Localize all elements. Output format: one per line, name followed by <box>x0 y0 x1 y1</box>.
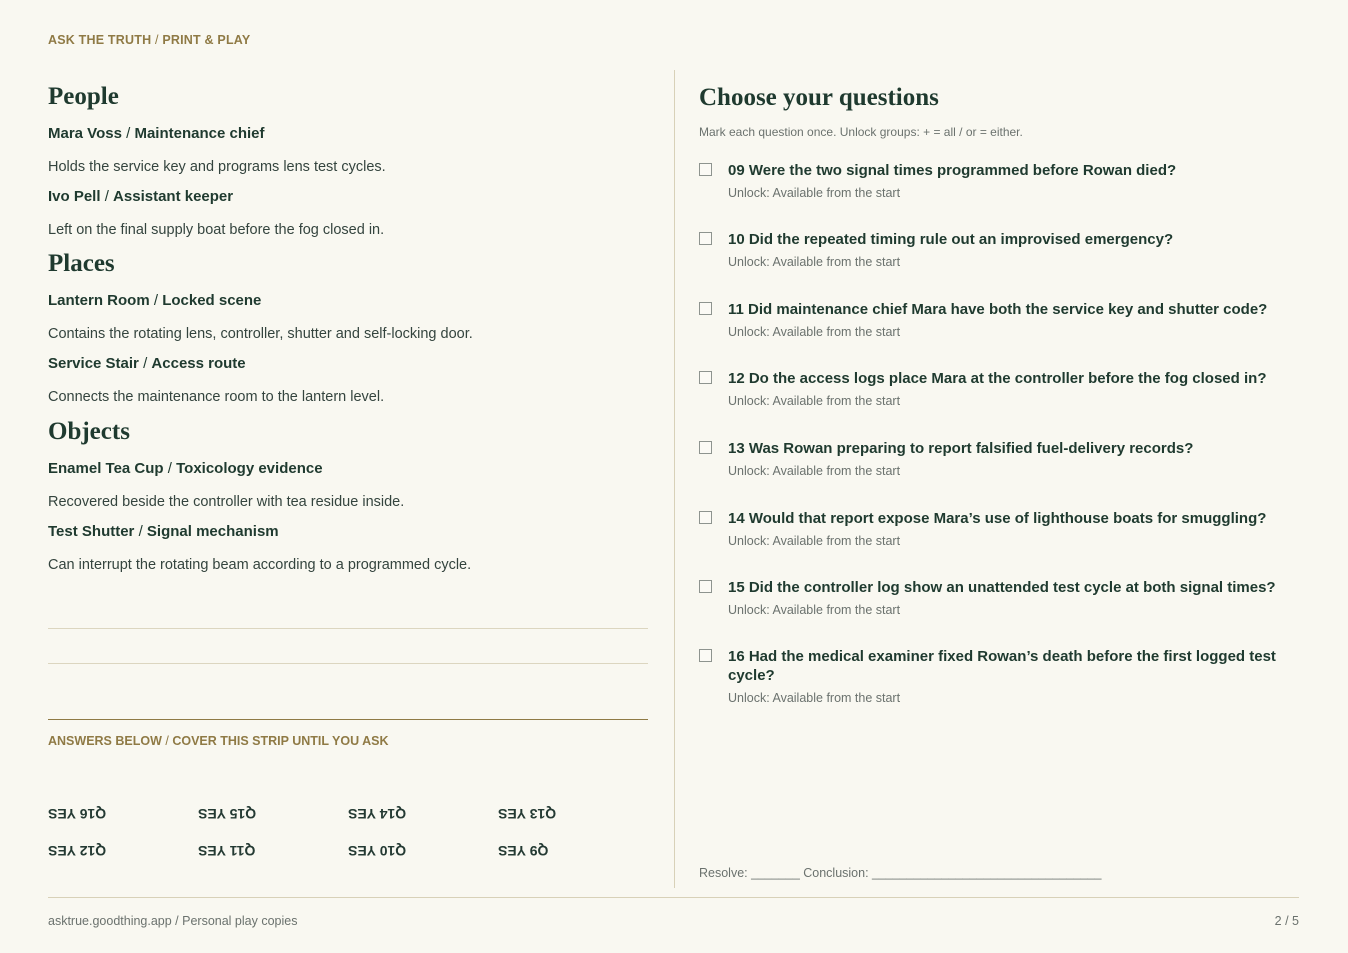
answer-q11: Q11 YES <box>198 843 256 859</box>
questions-column <box>699 83 1299 706</box>
entry-slash: / <box>163 460 177 477</box>
footer-source: asktrue.goodthing.app / Personal play copies <box>48 914 298 928</box>
question-text: 09 Were the two signal times programmed before Rowan died? <box>728 162 1177 179</box>
question-text: 12 Do the access logs place Mara at the controller before the fog closed in? <box>728 370 1267 387</box>
question-unlock: Unlock: Available from the start <box>728 255 901 269</box>
question-checkbox[interactable] <box>699 511 712 524</box>
entry-description: Recovered beside the controller with tea residue inside. <box>48 494 405 510</box>
entry-name: Ivo Pell <box>48 188 101 205</box>
question-checkbox[interactable] <box>699 580 712 593</box>
entry-description: Contains the rotating lens, controller, shutter and self-locking door. <box>48 326 473 342</box>
entry-title <box>48 523 648 541</box>
eyebrow-part: PRINT & PLAY <box>162 33 251 47</box>
reference-column <box>48 82 648 574</box>
question-text: 14 Would that report expose Mara’s use of lighthouse boats for smuggling? <box>728 510 1267 527</box>
question-item <box>699 230 1299 270</box>
section-objects <box>48 417 648 574</box>
answer-q13: Q13 YES <box>498 806 557 822</box>
entry-name: Lantern Room <box>48 292 150 309</box>
answers-heading-part: COVER THIS STRIP UNTIL YOU ASK <box>172 734 389 748</box>
entry-title <box>48 125 648 143</box>
column-divider <box>674 70 675 888</box>
entry-slash: / <box>138 355 152 372</box>
answer-q16: Q16 YES <box>48 806 107 822</box>
resolve-line[interactable]: Resolve: _______ Conclusion: _________________________________ <box>699 866 1102 880</box>
answer-q12: Q12 YES <box>48 843 107 859</box>
question-text: 10 Did the repeated timing rule out an improvised emergency? <box>728 231 1174 248</box>
entry-role: Signal mechanism <box>146 523 279 540</box>
question-text: 16 Had the medical examiner fixed Rowan’s death before the first logged test cycle? <box>728 648 1276 684</box>
entry-title <box>48 292 648 310</box>
question-checkbox[interactable] <box>699 649 712 662</box>
question-unlock: Unlock: Available from the start <box>728 464 901 478</box>
question-checkbox[interactable] <box>699 371 712 384</box>
question-text: 13 Was Rowan preparing to report falsified fuel-delivery records? <box>728 440 1194 457</box>
entry-role: Access route <box>151 355 246 372</box>
entry-role: Locked scene <box>162 292 262 309</box>
question-unlock: Unlock: Available from the start <box>728 691 901 705</box>
entry-description: Left on the final supply boat before the fog closed in. <box>48 222 385 238</box>
question-checkbox[interactable] <box>699 302 712 315</box>
section-people <box>48 82 648 239</box>
section-title: Objects <box>48 418 130 445</box>
question-item <box>699 647 1288 706</box>
entry-name: Mara Voss <box>48 125 122 142</box>
question-unlock: Unlock: Available from the start <box>728 186 901 200</box>
notes-line <box>48 663 648 664</box>
entry-title <box>48 355 648 373</box>
entry-name: Service Stair <box>48 355 139 372</box>
question-item <box>699 439 1299 479</box>
page-number: 2 / 5 <box>1274 914 1299 928</box>
question-text: 11 Did maintenance chief Mara have both the service key and shutter code? <box>728 301 1268 318</box>
eyebrow-part: ASK THE TRUTH <box>48 33 152 47</box>
entry-name: Enamel Tea Cup <box>48 460 164 477</box>
question-unlock: Unlock: Available from the start <box>728 394 901 408</box>
questions-subtitle: Mark each question once. Unlock groups: + = all / or = either. <box>699 125 1023 139</box>
notes-line <box>48 628 648 629</box>
answer-q14: Q14 YES <box>348 806 407 822</box>
entry-description: Can interrupt the rotating beam according to a programmed cycle. <box>48 557 472 573</box>
question-unlock: Unlock: Available from the start <box>728 534 901 548</box>
question-unlock: Unlock: Available from the start <box>728 603 901 617</box>
answer-strip-rule <box>48 719 648 720</box>
question-checkbox[interactable] <box>699 232 712 245</box>
entry-title <box>48 188 648 206</box>
question-checkbox[interactable] <box>699 163 712 176</box>
entry-slash: / <box>121 125 135 142</box>
answer-q15: Q15 YES <box>198 806 257 822</box>
section-title: Places <box>48 250 115 277</box>
question-item <box>699 509 1299 549</box>
question-text: 15 Did the controller log show an unattended test cycle at both signal times? <box>728 579 1276 596</box>
question-item <box>699 300 1299 340</box>
question-item <box>699 369 1299 409</box>
eyebrow-separator: / <box>151 33 163 47</box>
entry-role: Maintenance chief <box>134 125 265 142</box>
entry-description: Holds the service key and programs lens test cycles. <box>48 159 386 175</box>
answers-heading <box>48 734 389 748</box>
entry-name: Test Shutter <box>48 523 135 540</box>
answers-heading-part: ANSWERS BELOW <box>48 734 162 748</box>
answer-q10: Q10 YES <box>348 843 407 859</box>
question-item <box>699 578 1288 618</box>
entry-slash: / <box>100 188 114 205</box>
entry-slash: / <box>134 523 147 540</box>
entry-role: Toxicology evidence <box>176 460 323 477</box>
entry-role: Assistant keeper <box>113 188 234 205</box>
entry-slash: / <box>149 292 163 309</box>
questions-title: Choose your questions <box>699 84 939 111</box>
entry-title <box>48 460 648 478</box>
footer-rule <box>48 897 1299 898</box>
question-item <box>699 161 1299 201</box>
entry-description: Connects the maintenance room to the lantern level. <box>48 389 385 405</box>
answers-heading-separator: / <box>161 734 173 748</box>
section-title: People <box>48 83 119 110</box>
question-checkbox[interactable] <box>699 441 712 454</box>
question-unlock: Unlock: Available from the start <box>728 325 901 339</box>
answer-q9: Q9 YES <box>498 843 549 859</box>
eyebrow <box>48 33 250 47</box>
section-places <box>48 249 648 406</box>
